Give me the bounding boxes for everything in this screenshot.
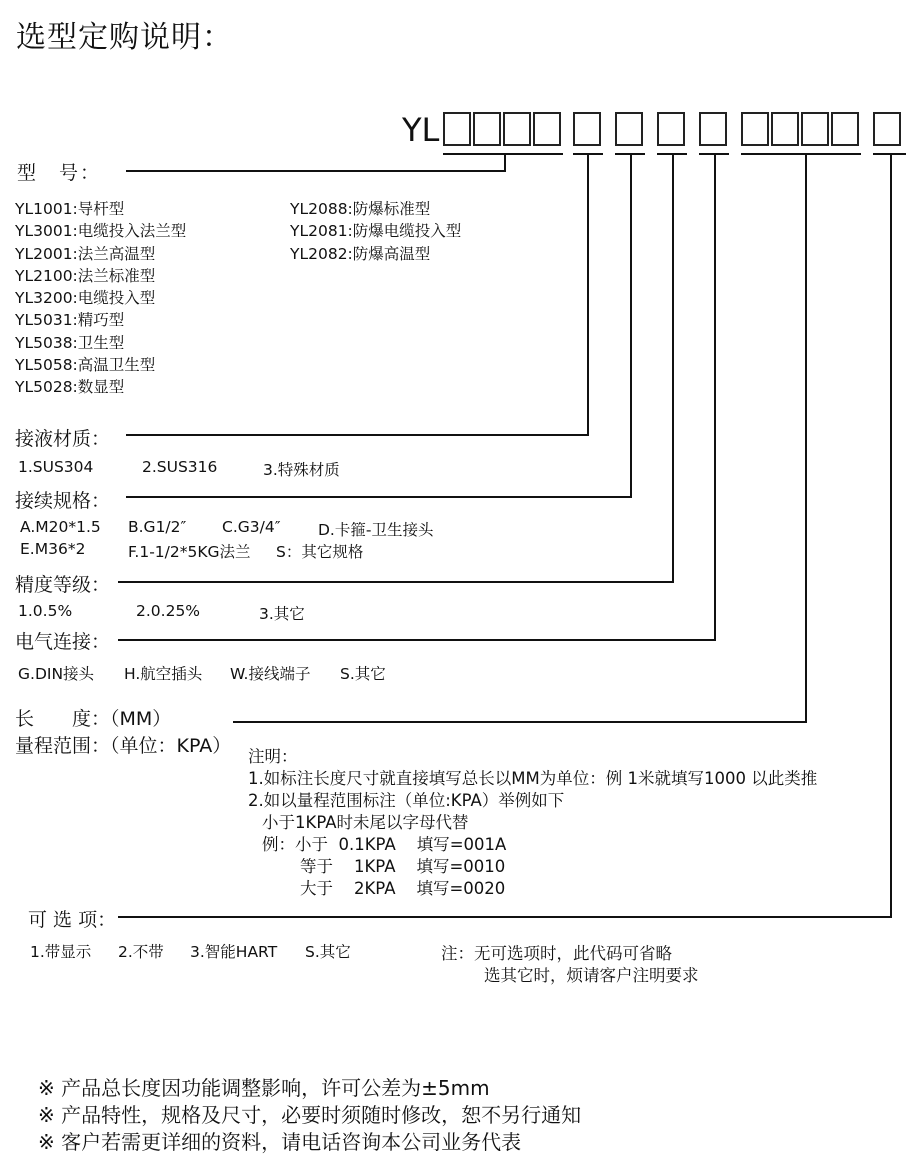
note-line-3: 小于1KPA时未尾以字母代替 bbox=[262, 813, 469, 832]
code-box-connection bbox=[615, 112, 643, 146]
code-box-model-1 bbox=[443, 112, 471, 146]
list-item: YL5031:精巧型 bbox=[15, 311, 125, 330]
leader-material bbox=[126, 434, 589, 436]
code-box-model-2 bbox=[473, 112, 501, 146]
bracket-model bbox=[443, 153, 563, 155]
footer-note-2: ※ 产品特性，规格及尺寸，必要时须随时修改，恕不另行通知 bbox=[38, 1103, 582, 1127]
connector-model bbox=[504, 155, 506, 171]
note-example-3: 大于 2KPA 填写=0020 bbox=[300, 879, 506, 898]
list-item: YL5038:卫生型 bbox=[15, 333, 125, 352]
list-item: YL2081:防爆电缆投入型 bbox=[290, 222, 462, 241]
bracket-length bbox=[741, 153, 861, 155]
accuracy-option-3: 3.其它 bbox=[259, 605, 305, 623]
footer-note-1: ※ 产品总长度因功能调整影响，许可公差为±5mm bbox=[38, 1076, 490, 1100]
connector-connection bbox=[630, 155, 632, 497]
leader-model bbox=[126, 170, 506, 172]
code-box-length-3 bbox=[801, 112, 829, 146]
optional-option-s: S.其它 bbox=[305, 943, 351, 961]
code-box-material bbox=[573, 112, 601, 146]
connector-material bbox=[587, 155, 589, 435]
connection-option-b: B.G1/2″ bbox=[128, 518, 187, 536]
accuracy-option-2: 2.0.25% bbox=[136, 602, 201, 620]
models-left-list bbox=[15, 198, 186, 399]
connector-electrical bbox=[714, 155, 716, 640]
leader-optional bbox=[118, 916, 892, 918]
list-item: YL5058:高温卫生型 bbox=[15, 356, 156, 375]
material-header: 接液材质： bbox=[15, 428, 111, 450]
list-item: YL2088:防爆标准型 bbox=[290, 200, 431, 218]
model-prefix: YL bbox=[402, 111, 440, 149]
material-option-2: 2.SUS316 bbox=[142, 458, 218, 476]
leader-connection bbox=[126, 496, 632, 498]
connection-option-a: A.M20*1.5 bbox=[20, 518, 101, 536]
footer-note-3: ※ 客户若需更详细的资料，请电话咨询本公司业务代表 bbox=[38, 1130, 522, 1154]
connector-length bbox=[805, 155, 807, 722]
note-example-1: 例：小于 0.1KPA 填写=001A bbox=[262, 835, 507, 854]
models-right-list bbox=[290, 198, 461, 265]
list-item: YL3001:电缆投入法兰型 bbox=[15, 222, 187, 241]
accuracy-header: 精度等级： bbox=[15, 574, 111, 596]
list-item: YL2100:法兰标准型 bbox=[15, 266, 156, 285]
code-box-model-4 bbox=[533, 112, 561, 146]
optional-option-1: 1.带显示 bbox=[30, 943, 92, 961]
optional-option-2: 2.不带 bbox=[118, 943, 164, 961]
page-title: 选型定购说明： bbox=[16, 20, 233, 55]
connector-accuracy bbox=[672, 155, 674, 582]
list-item: YL3200:电缆投入型 bbox=[15, 289, 156, 308]
list-item: YL1001:导杆型 bbox=[15, 200, 125, 218]
note-line-2: 2.如以量程范围标注（单位:KPA）举例如下 bbox=[248, 791, 565, 810]
range-header: 量程范围：（单位：KPA） bbox=[15, 735, 232, 757]
connection-header: 接续规格： bbox=[15, 490, 111, 512]
optional-note-1: 注：无可选项时，此代码可省略 bbox=[441, 944, 672, 963]
list-item: YL2082:防爆高温型 bbox=[290, 244, 431, 263]
note-example-2: 等于 1KPA 填写=0010 bbox=[300, 857, 506, 876]
material-option-3: 3.特殊材质 bbox=[263, 461, 340, 479]
leader-accuracy bbox=[118, 581, 674, 583]
model-header: 型 号： bbox=[17, 162, 102, 184]
note-title: 注明： bbox=[248, 747, 298, 766]
electrical-option-h: H.航空插头 bbox=[124, 665, 203, 683]
optional-header: 可 选 项： bbox=[28, 909, 117, 931]
leader-electrical bbox=[118, 639, 716, 641]
list-item: YL5028:数显型 bbox=[15, 378, 125, 397]
electrical-option-s: S.其它 bbox=[340, 665, 386, 683]
optional-option-3: 3.智能HART bbox=[190, 943, 278, 961]
code-box-length-1 bbox=[741, 112, 769, 146]
leader-length bbox=[233, 721, 807, 723]
electrical-option-g: G.DIN接头 bbox=[18, 665, 95, 683]
electrical-header: 电气连接： bbox=[15, 631, 111, 653]
code-box-accuracy bbox=[657, 112, 685, 146]
code-box-model-3 bbox=[503, 112, 531, 146]
length-header: 长 度：（MM） bbox=[15, 708, 172, 730]
code-box-length-4 bbox=[831, 112, 859, 146]
code-box-optional bbox=[873, 112, 901, 146]
optional-note-2: 选其它时，烦请客户注明要求 bbox=[484, 966, 699, 985]
list-item: YL2001:法兰高温型 bbox=[15, 244, 156, 263]
code-box-length-2 bbox=[771, 112, 799, 146]
code-box-electrical bbox=[699, 112, 727, 146]
connection-option-d: D.卡箍-卫生接头 bbox=[318, 521, 434, 539]
connector-optional bbox=[890, 155, 892, 917]
connection-option-s: S：其它规格 bbox=[276, 543, 364, 561]
accuracy-option-1: 1.0.5% bbox=[18, 602, 73, 620]
note-line-1: 1.如标注长度尺寸就直接填写总长以MM为单位：例 1米就填写1000 以此类推 bbox=[248, 769, 818, 788]
electrical-option-w: W.接线端子 bbox=[230, 665, 311, 683]
connection-option-c: C.G3/4″ bbox=[222, 518, 281, 536]
material-option-1: 1.SUS304 bbox=[18, 458, 94, 476]
connection-option-e: E.M36*2 bbox=[20, 540, 86, 558]
connection-option-f: F.1-1/2*5KG法兰 bbox=[128, 543, 251, 561]
